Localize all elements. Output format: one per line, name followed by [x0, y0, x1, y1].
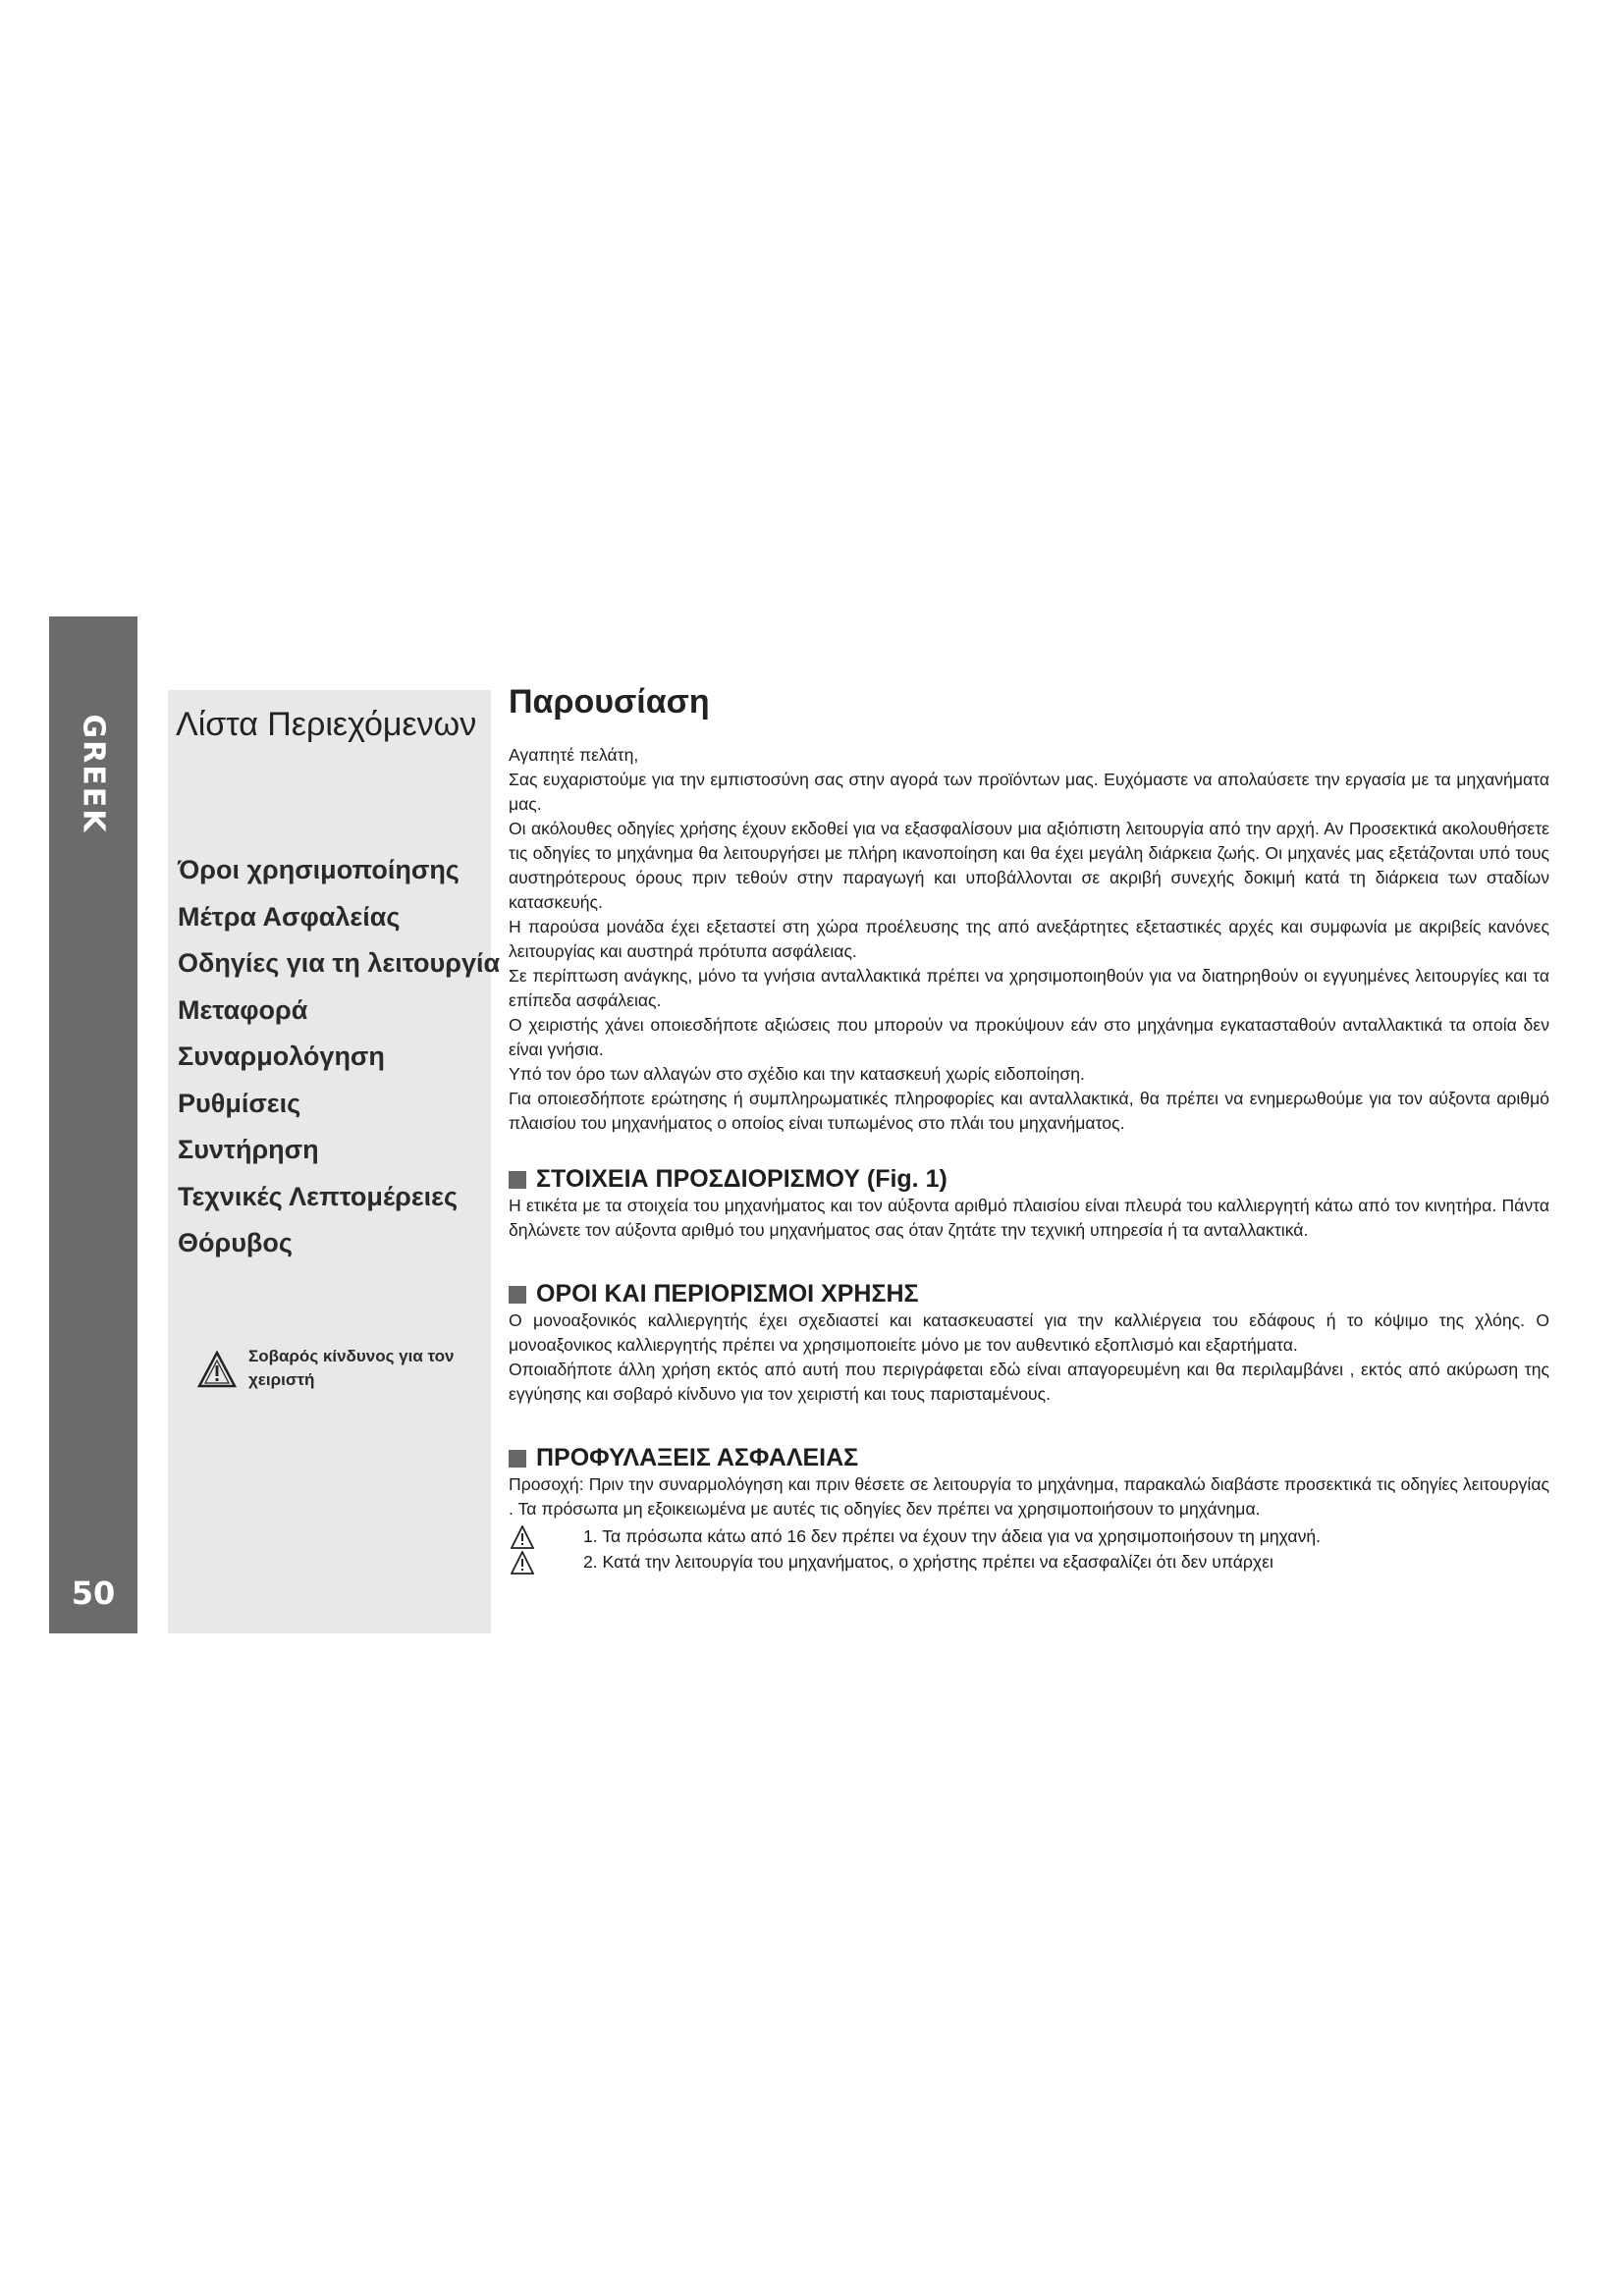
toc-item-terms-of-use[interactable]: Όροι χρησιμοποίησης — [178, 855, 460, 884]
language-label: GREEK — [76, 714, 111, 833]
safety-warning-text: 2. Κατά την λειτουργία του μηχανήματος, ο χρήστης πρέπει να εξασφαλίζει ότι δεν υπάρχει — [583, 1552, 1273, 1572]
toc-item-operating-instructions[interactable]: Οδηγίες για τη λειτουργία — [178, 948, 501, 978]
section-terms-text-1: Ο μονοαξονικός καλλιεργητής έχει σχεδιαστεί και κατασκευαστεί για την καλλιέργεια του εδάφους ή το κόψιμο της χλόης. Ο μονοαξονικος καλλιεργητής πρέπει να χρησιμοποιείτε μόνο με τον αυθεντικό εξοπλισμό και εξαρτήματα. — [509, 1310, 1549, 1355]
page-number: 50 — [71, 1575, 116, 1612]
toc-item-safety-measures[interactable]: Μέτρα Ασφαλείας — [178, 901, 401, 932]
language-label-wrap — [49, 675, 137, 872]
toc-panel — [168, 690, 501, 1633]
safety-warning-text: 1. Τα πρόσωπα κάτω από 16 δεν πρέπει να έχουν την άδεια για να χρησιμοποιήσουν τη μηχανή. — [583, 1526, 1322, 1546]
section-terms-title: ΟΡΟΙ ΚΑΙ ΠΕΡΙΟΡΙΣΜΟΙ ΧΡΗΣΗΣ — [536, 1280, 919, 1308]
intro-contact: Για οποιεσδήποτε ερώτησης ή συμπληρωματικές πληροφορίες και ανταλλακτικά, θα πρέπει να ενημερωθούμε για τον αύξοντα αριθμό πλαισίου του μηχανήματος ο οποίος είναι τυπωμένος στο πλάι του μηχανήματος. — [509, 1089, 1549, 1133]
intro-testing: Η παρούσα μονάδα έχει εξεταστεί στη χώρα προέλευσης της από ανεξάρτητες εξεταστικές αρχές και συμφωνία με ακριβείς κανόνες λειτουργίας και αυστηρά πρότυπα ασφάλειας. — [509, 917, 1549, 961]
section-terms-text-2: Οποιαδήποτε άλλη χρήση εκτός από αυτή που περιγράφεται εδώ είναι απαγορευμένη και θα περιλαμβάνει , εκτός από ακύρωση της εγγύησης και σοβαρό κίνδυνο για τον χειριστή και τους παρισταμένους. — [509, 1360, 1549, 1404]
intro-spare-parts: Σε περίπτωση ανάγκης, μόνο τα γνήσια ανταλλακτικά πρέπει να χρησιμοποιηθούν για να διατηρηθούν οι εγγυημένες λειτουργίες και τα επίπεδα ασφάλειας. — [509, 966, 1549, 1010]
toc-item-settings[interactable]: Ρυθμίσεις — [178, 1088, 301, 1118]
safety-warning-item — [509, 1549, 1549, 1575]
intro-claims: Ο χειριστής χάνει οποιεσδήποτε αξιώσεις που μπορούν να προκύψουν εάν στο μηχάνημα εγκατασταθούν ανταλλακτικά τα οποία δεν είναι γνήσια. — [509, 1015, 1549, 1059]
warning-triangle-icon — [511, 1551, 534, 1575]
section-identification-heading — [509, 1165, 1549, 1194]
intro-greeting: Αγαπητέ πελάτη, — [509, 745, 639, 765]
heading-square-icon — [509, 1450, 526, 1468]
heading-square-icon — [509, 1286, 526, 1304]
warning-triangle-icon — [511, 1525, 534, 1549]
section-safety-title: ΠΡΟΦΥΛΑΞΕΙΣ ΑΣΦΑΛΕΙΑΣ — [536, 1444, 859, 1471]
intro-instructions: Οι ακόλουθες οδηγίες χρήσης έχουν εκδοθεί για να εξασφαλίσουν μια αξιόπιστη λειτουργία από την αρχή. Αν Προσεκτικά ακολουθήσετε τις οδηγίες το μηχάνημα θα λειτουργήσει με πλήρη ικανοποίηση και θα έχει μεγάλη διάρκεια ζωής. Οι μηχανές μας εξετάζονται υπό τους αυστηρότερους όρους πριν τεθούν στην παραγωγή και υποβάλλονται σε ακριβή συνεχής δοκιμή κατά τη διάρκεια των σταδίων κατασκευής. — [509, 819, 1549, 912]
toc-title: Λίστα Περιεχόμενων — [176, 706, 477, 743]
intro-thanks: Σας ευχαριστούμε για την εμπιστοσύνη σας στην αγορά των προϊόντων μας. Ευχόμαστε να απολαύσετε την εργασία με τα μηχανήματα μας. — [509, 770, 1549, 814]
section-safety-text: Προσοχή: Πριν την συναρμολόγηση και πριν θέσετε σε λειτουργία το μηχάνημα, παρακαλώ διαβάστε προσεκτικά τις οδηγίες λειτουργίας . Τα πρόσωπα μη εξοικειωμένα με αυτές τις οδηγίες δεν πρέπει να χρησιμοποιήσουν το μηχάνημα. — [509, 1474, 1549, 1519]
safety-warning-list — [509, 1523, 1549, 1575]
main-content — [509, 683, 1549, 1575]
language-side-tab — [49, 616, 137, 1633]
section-safety-heading — [509, 1444, 1549, 1472]
toc-item-maintenance[interactable]: Συντήρηση — [178, 1135, 319, 1164]
warning-triangle-icon — [197, 1351, 237, 1388]
toc-item-noise[interactable]: Θόρυβος — [178, 1228, 293, 1257]
page-title: Παρουσίαση — [509, 683, 710, 721]
toc-list — [178, 847, 500, 1267]
section-terms-heading — [509, 1280, 1549, 1308]
intro-changes: Υπό τον όρο των αλλαγών στο σχέδιο και την κατασκευή χωρίς ειδοποίηση. — [509, 1064, 1085, 1084]
toc-warning-text: Σοβαρός κίνδυνος για τον χειριστή — [248, 1347, 455, 1389]
section-identification-text: Η ετικέτα με τα στοιχεία του μηχανήματος και τον αύξοντα αριθμό πλαισίου είναι πλευρά του καλλιεργητή κάτω από τον κινητήρα. Πάντα δηλώνετε τον αύξοντα αριθμό του μηχανήματος σας όταν ζητάτε την τεχνική υπηρεσία ή τα ανταλλακτικά. — [509, 1196, 1549, 1240]
toc-item-transport[interactable]: Μεταφορά — [178, 994, 308, 1025]
toc-warning-legend — [197, 1343, 482, 1402]
section-identification-title: ΣΤΟΙΧΕΙΑ ΠΡΟΣΔΙΟΡΙΣΜΟΥ (Fig. 1) — [536, 1165, 947, 1193]
toc-item-assembly[interactable]: Συναρμολόγηση — [178, 1041, 385, 1071]
heading-square-icon — [509, 1171, 526, 1189]
safety-warning-item — [509, 1523, 1549, 1549]
toc-item-technical-details[interactable]: Τεχνικές Λεπτομέρειες — [178, 1181, 459, 1211]
